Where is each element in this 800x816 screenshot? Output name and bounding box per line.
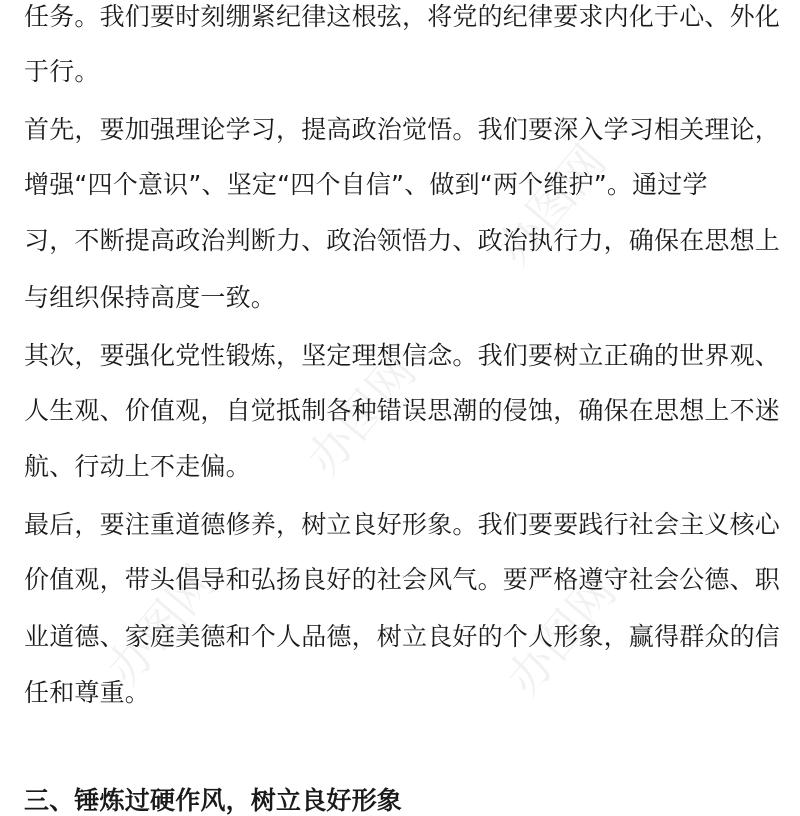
watermark: 办图网: [96, 554, 227, 696]
body-text-line: 习，不断提高政治判断力、政治领悟力、政治执行力，确保在思想上: [24, 226, 781, 255]
body-text-line: 人生观、价值观，自觉抵制各种错误思潮的侵蚀，确保在思想上不迷: [24, 396, 781, 425]
body-text-line: 任和尊重。: [24, 678, 151, 707]
body-text-line: 价值观，带头倡导和弘扬良好的社会风气。要严格遵守社会公德、职: [24, 565, 781, 594]
watermark: 办图网: [486, 134, 617, 276]
body-text-line: 任务。我们要时刻绷紧纪律这根弦，将党的纪律要求内化于心、外化: [24, 2, 781, 31]
body-text-line: 业道德、家庭美德和个人品德，树立良好的个人形象，赢得群众的信: [24, 622, 781, 651]
section-heading: 三、锤炼过硬作风，树立良好形象: [24, 786, 403, 815]
body-text-line: 航、行动上不走偏。: [24, 452, 251, 481]
watermark: 办图网: [296, 344, 427, 486]
watermark: 办图网: [496, 564, 627, 706]
body-text-line: 首先，要加强理论学习，提高政治觉悟。我们要深入学习相关理论，: [24, 115, 781, 144]
body-text-line: 其次，要强化党性锻炼，坚定理想信念。我们要树立正确的世界观、: [24, 341, 781, 370]
body-text-line: 增强“四个意识”、坚定“四个自信”、做到“两个维护”。通过学: [24, 170, 708, 199]
body-text-line: 最后，要注重道德修养，树立良好形象。我们要要践行社会主义核心: [24, 510, 781, 539]
body-text-line: 与组织保持高度一致。: [24, 283, 277, 312]
body-text-line: 于行。: [24, 57, 100, 86]
